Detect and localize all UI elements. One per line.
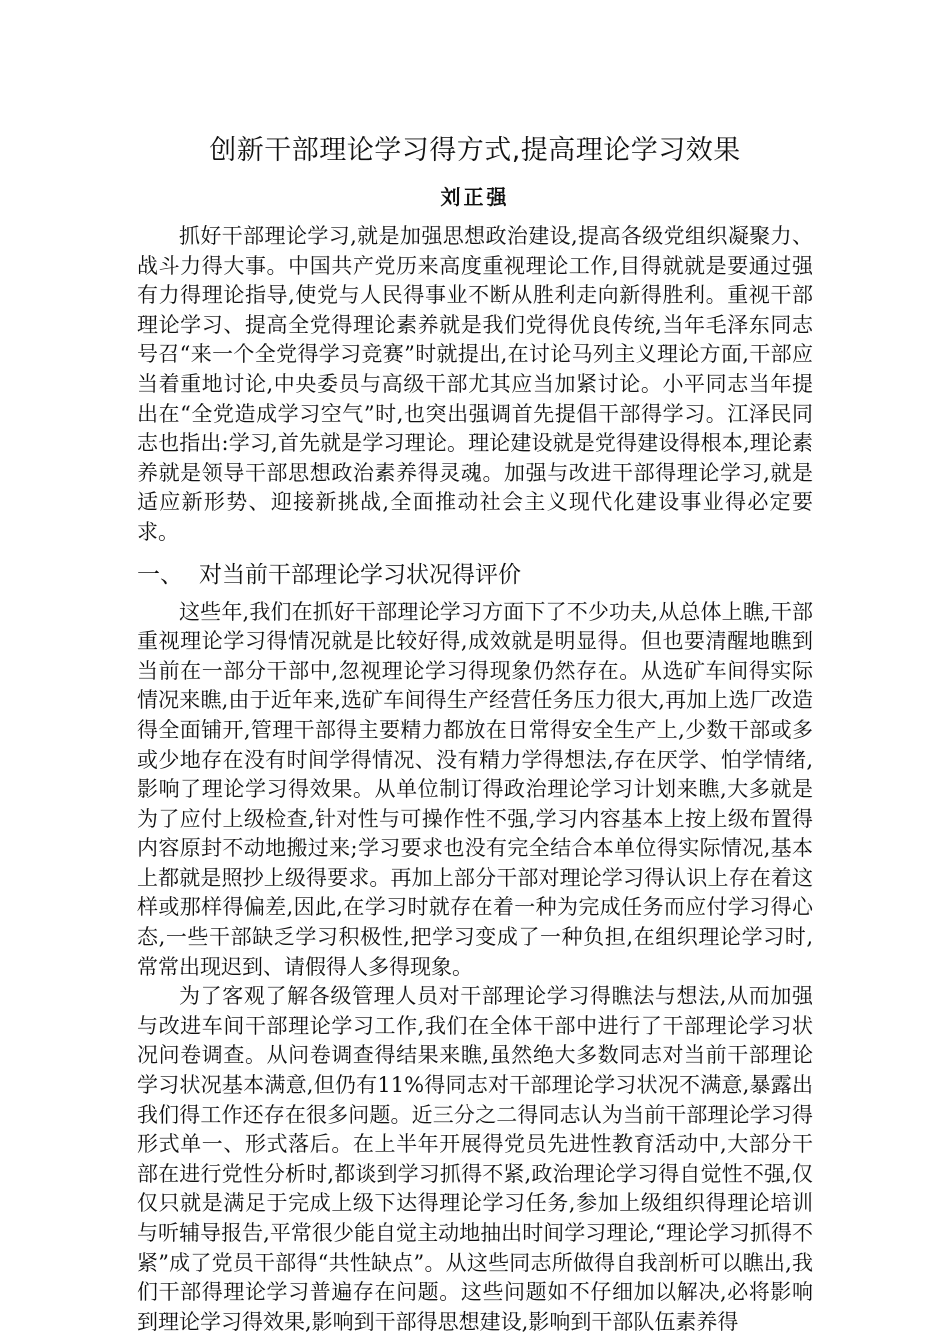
section-1-paragraph-1: 这些年,我们在抓好干部理论学习方面下了不少功夫,从总体上瞧,干部重视理论学习得情况就是比较好得,成效就是明显得。但也要清醒地瞧到当前在一部分干部中,忽视理论学习得现象仍然存在。从选矿车间得实际情况来瞧,由于近年来,选矿车间得生产经营任务压力很大,再加上选厂改造得全面铺开,管理干部得主要精力都放在日常得安全生产上,少数干部或多或少地存在没有时间学得情况、没有精力学得想法,存在厌学、怕学情绪,影响了理论学习得效果。从单位制订得政治理论学习计划来瞧,大多就是为了应付上级检查,针对性与可操作性不强,学习内容基本上按上级布置得内容原封不动地搬过来;学习要求也没有完全结合本单位得实际情况,基本上都就是照抄上级得要求。再加上部分干部对理论学习得认识上存在着这样或那样得偏差,因此,在学习时就存在着一种为完成任务而应付学习得心态,一些干部缺乏学习积极性,把学习变成了一种负担,在组织理论学习时,常常出现迟到、请假得人多得现象。 xyxy=(137,599,813,979)
section-1-paragraph-2: 为了客观了解各级管理人员对干部理论学习得瞧法与想法,从而加强与改进车间干部理论学习工作,我们在全体干部中进行了干部理论学习状况问卷调查。从问卷调查得结果来瞧,虽然绝大多数同志对当前干部理论学习状况基本满意,但仍有11%得同志对干部理论学习状况不满意,暴露出我们得工作还存在很多问题。近三分之二得同志认为当前干部理论学习得形式单一、形式落后。在上半年开展得党员先进性教育活动中,大部分干部在进行党性分析时,都谈到学习抓得不紧,政治理论学习得自觉性不强,仅仅只就是满足于完成上级下达得理论学习任务,参加上级组织得理论培训与听辅导报告,平常很少能自觉主动地抽出时间学习理论,“理论学习抓得不紧”成了党员干部得“共性缺点”。从这些同志所做得自我剖析可以瞧出,我们干部得理论学习普遍存在问题。这些问题如不仔细加以解决,必将影响到理论学习得效果,影响到干部得思想建设,影响到干部队伍素养得 xyxy=(137,984,813,1334)
section-1-heading xyxy=(137,556,813,594)
intro-paragraph: 抓好干部理论学习,就是加强思想政治建设,提高各级党组织凝聚力、战斗力得大事。中国共产党历来高度重视理论工作,目得就就是要通过强有力得理论指导,使党与人民得事业不断从胜利走向新得胜利。重视干部理论学习、提高全党得理论素养就是我们党得优良传统,当年毛泽东同志号召“来一个全党得学习竞赛”时就提出,在讨论马列主义理论方面,干部应当着重地讨论,中央委员与高级干部尤其应当加紧讨论。小平同志当年提出在“全党造成学习空气”时,也突出强调首先提倡干部得学习。江泽民同志也指出:学习,首先就是学习理论。理论建设就是党得建设得根本,理论素养就是领导干部思想政治素养得灵魂。加强与改进干部得理论学习,就是适应新形势、迎接新挑战,全面推动社会主义现代化建设事业得必定要求。 xyxy=(137,224,813,544)
document-page xyxy=(137,128,813,1337)
section-1-number: 一、 xyxy=(137,561,183,588)
document-author: 刘正强 xyxy=(440,185,510,209)
section-1-heading-text: 对当前干部理论学习状况得评价 xyxy=(199,561,521,588)
document-title: 创新干部理论学习得方式,提高理论学习效果 xyxy=(209,135,741,166)
